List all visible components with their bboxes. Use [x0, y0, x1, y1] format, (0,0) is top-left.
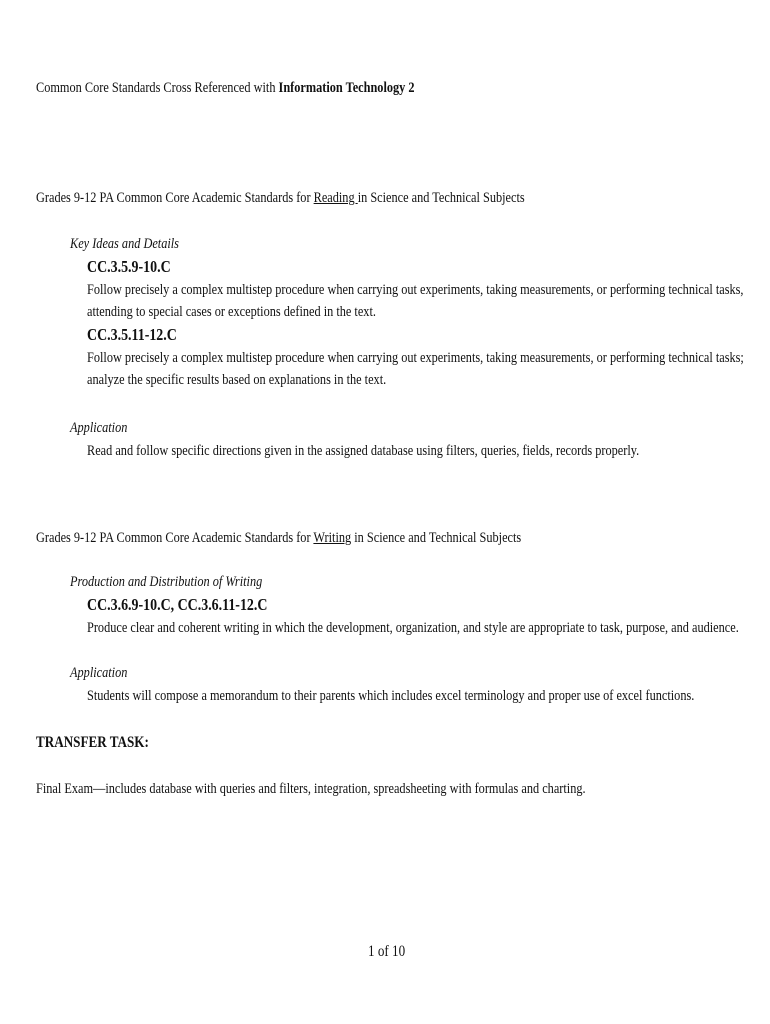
writing-application-text: Students will compose a memorandum to their parents which includes excel terminology and proper use of excel functions. [87, 688, 695, 704]
reading-heading-topic: Reading [313, 190, 358, 206]
reading-application-text: Read and follow specific directions given in the assigned database using filters, queries, fields, records properly. [87, 443, 640, 459]
standard-code: CC.3.5.9-10.C [87, 257, 171, 276]
transfer-task-text: Final Exam—includes database with queries and filters, integration, spreadsheeting with formulas and charting. [36, 781, 586, 797]
reading-application-label: Application [70, 420, 128, 436]
page-number: 1 of 10 [368, 943, 406, 960]
standard-code: CC.3.5.11-12.C [87, 325, 177, 344]
writing-heading-suffix: in Science and Technical Subjects [351, 530, 522, 546]
document-title [36, 78, 415, 98]
title-prefix: Common Core Standards Cross Referenced with [36, 80, 279, 96]
writing-application-label: Application [70, 665, 128, 681]
reading-heading-prefix: Grades 9-12 PA Common Core Academic Standards for [36, 190, 314, 206]
transfer-task-heading: TRANSFER TASK: [36, 734, 149, 751]
standard-text-line: Follow precisely a complex multistep procedure when carrying out experiments, taking measurements, or performing technical tasks, [87, 282, 744, 298]
reading-heading-suffix: in Science and Technical Subjects [357, 190, 525, 206]
writing-heading-prefix: Grades 9-12 PA Common Core Academic Standards for [36, 530, 314, 546]
writing-heading-topic: Writing [313, 530, 352, 546]
standard-text-line: attending to special cases or exceptions defined in the text. [87, 304, 376, 320]
reading-section-heading [36, 188, 525, 208]
reading-subheading: Key Ideas and Details [70, 236, 179, 252]
standard-text-line: analyze the specific results based on explanations in the text. [87, 372, 387, 388]
writing-section-heading [36, 528, 521, 548]
standard-text-line: Follow precisely a complex multistep procedure when carrying out experiments, taking measurements, or performing technical tasks; [87, 350, 744, 366]
title-subject: Information Technology 2 [278, 80, 415, 96]
standard-code: CC.3.6.9-10.C, CC.3.6.11-12.C [87, 595, 268, 614]
writing-subheading: Production and Distribution of Writing [70, 574, 263, 590]
standard-text-line: Produce clear and coherent writing in which the development, organization, and style are appropriate to task, purpose, and audience. [87, 620, 739, 636]
